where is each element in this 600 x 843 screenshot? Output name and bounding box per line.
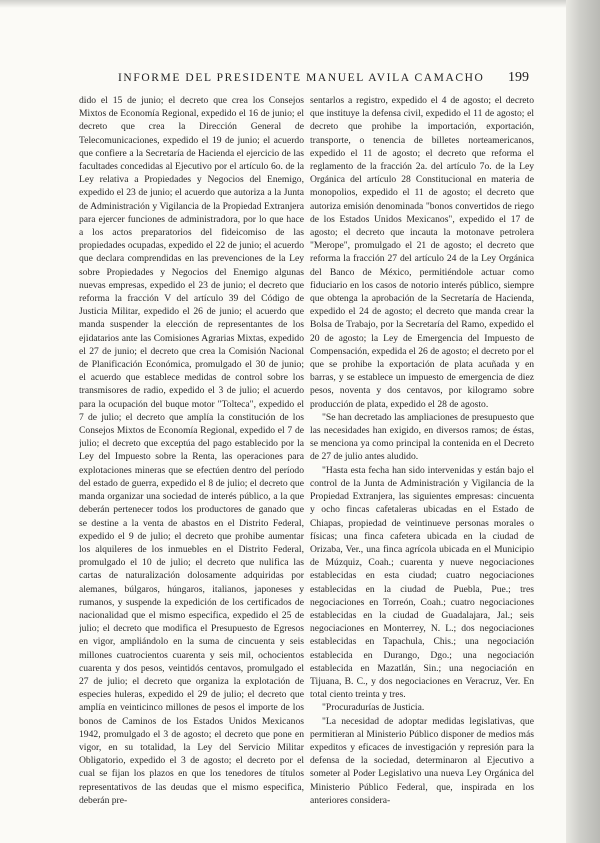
- paragraph: "Se han decretado las ampliaciones de presupuesto que las necesidades han exigido, en diversos ramos; de éstas, se menciona ya como principal la contenida en el Decreto de 27 de julio antes aludido.: [310, 411, 534, 463]
- scan-top-edge: [0, 0, 600, 8]
- paragraph: "La necesidad de adoptar medidas legislativas, que permitieran al Ministerio Público disponer de medios más expeditos y eficaces de investigación y represión para la defensa de la sociedad, determinaron al Ejecutivo a someter al Poder Legislativo una nueva Ley Orgánica del Ministerio Público Federal, que, inspirada en los anteriores considera-: [310, 715, 534, 806]
- paragraph: dido el 15 de junio; el decreto que crea los Consejos Mixtos de Economía Regional, expedido el 16 de junio; el decreto que crea la Dirección General de Telecomunicaciones, expedido el 19 de junio; el acuerdo que confiere a la Secretaría de Hacienda el ejercicio de las facultades concedidas al Ejecutivo por el artículo 6o. de la Ley relativa a Propiedades y Negocios del Enemigo, expedido el 23 de junio; el acuerdo que autoriza a la Junta de Administración y Vigilancia de la Propiedad Extranjera para ejercer funciones de administradora, por lo que hace a los actos preparatorios del fideicomiso de las propiedades ocupadas, expedido el 22 de junio; el acuerdo que declara comprendidas en las prevenciones de la Ley sobre Propiedades y Negocios del Enemigo algunas nuevas empresas, expedido el 23 de junio; el decreto que reforma la fracción V del artículo 39 del Código de Justicia Militar, expedido el 26 de junio; el acuerdo que manda suspender la elección de representantes de los ejidatarios ante las Comisiones Agrarias Mixtas, expedido el 27 de junio; el decreto que crea la Comisión Nacional de Planificación Económica, promulgado el 30 de junio; el acuerdo que establece medidas de control sobre los transmisores de radio, expedido el 3 de julio; el acuerdo para la ocupación del buque motor "Tolteca", expedido el 7 de julio; el decreto que amplía la constitución de los Consejos Mixtos de Economía Regional, expedido el 7 de julio; el decreto que exceptúa del pago establecido por la Ley del Impuesto sobre la Renta, las operaciones para explotaciones mineras que se efectúen dentro del período del estado de guerra, expedido el 8 de julio; el decreto que manda organizar una sociedad de interés público, a la que deberán pertenecer todos los productores de ganado que se destine a la venta de abastos en el Distrito Federal, expedido el 9 de julio; el decreto que prohibe aumentar los alquileres de los inmuebles en el Distrito Federal, promulgado el 10 de julio; el decreto que nulifica las cartas de naturalización dolosamente adquiridas por alemanes, búlgaros, húngaros, italianos, japoneses y rumanos, y suspende la expedición de los certificados de nacionalidad que el mismo especifica, expedido el 25 de julio; el decreto que modifica el Presupuesto de Egresos en vigor, ampliándolo en la suma de cincuenta y seis millones cuatrocientos cuarenta y seis mil, ochocientos cuarenta y dos pesos, veintidós centavos, promulgado el 27 de julio; el decreto que organiza la explotación de especies huleras, expedido el 29 de julio; el decreto que amplía en veinticinco millones de pesos el importe de los bonos de Caminos de los Estados Unidos Mexicanos 1942, promulgado el 3 de agosto; el decreto que pone en vigor, en su totalidad, la Ley del Servicio Militar Obligatorio, expedido el 3 de agosto; el decreto por el cual se fijan los plazos en que los tenedores de títulos representativos de las deudas que el mismo especifica, deberán pre-: [79, 95, 304, 806]
- running-header: INFORME DEL PRESIDENTE MANUEL AVILA CAMACHO: [118, 72, 485, 84]
- paragraph: sentarlos a registro, expedido el 4 de agosto; el decreto que instituye la defensa civil, expedido el 11 de agosto; el decreto que prohibe la importación, exportación, transporte, o tenencia de billetes norteamericanos, expedido el 11 de agosto; el decreto que reforma el reglamento de la fracción 2a. del artículo 7o. de la Ley Orgánica del artículo 28 Constitucional en materia de monopolios, expedido el 11 de agosto; el decreto que autoriza emisión denominada "bonos convertidos de riego de los Estados Unidos Mexicanos", expedido el 17 de agosto; el decreto que incauta la motonave petrolera "Merope", promulgado el 21 de agosto; el decreto que reforma la fracción 27 del artículo 24 de la Ley Orgánica del Banco de México, permitiéndole actuar como fiduciario en los casos de notorio interés público, siempre que obtenga la aprobación de la Secretaría de Hacienda, expedido el 24 de agosto; el decreto que manda crear la Bolsa de Trabajo, por la Secretaría del Ramo, expedido el 20 de agosto; la Ley de Emergencia del Impuesto de Compensación, expedida el 26 de agosto; el decreto por el que se prohibe la exportación de plata acuñada y en barras, y se establece un impuesto de emergencia de diez pesos, noventa y dos centavos, por kilogramo sobre producción de plata, expedido el 28 de agosto.: [310, 95, 534, 410]
- paragraph: "Hasta esta fecha han sido intervenidas y están bajo el control de la Junta de Administración y Vigilancia de la Propiedad Extranjera, las siguientes empresas: cincuenta y ocho fincas cafetaleras ubicadas en el Estado de Chiapas, propiedad de veintinueve personas morales o físicas; una finca cafetera ubicada en la ciudad de Orizaba, Ver., una finca agrícola ubicada en el Municipio de Múzquiz, Coah.; cuarenta y nueve negociaciones establecidas en esta ciudad; cuatro negociaciones establecidas en la ciudad de Puebla, Pue.; tres negociaciones en Torreón, Coah.; cuatro negociaciones establecidas en la ciudad de Guadalajara, Jal.; seis negociaciones en Monterrey, N. L.; dos negociaciones establecidas en Tapachula, Chis.; una negociación establecida en Durango, Dgo.; una negociación establecida en Mazatlán, Sin.; una negociación en Tijuana, B. C., y dos negociaciones en Veracruz, Ver. En total ciento treinta y tres.: [310, 464, 534, 701]
- page-number: 199: [508, 70, 529, 85]
- scan-right-edge: [566, 0, 600, 843]
- section-heading: "Procuradurías de Justicia.: [322, 702, 425, 714]
- text-column-left: [79, 94, 304, 814]
- text-column-right: [310, 94, 534, 814]
